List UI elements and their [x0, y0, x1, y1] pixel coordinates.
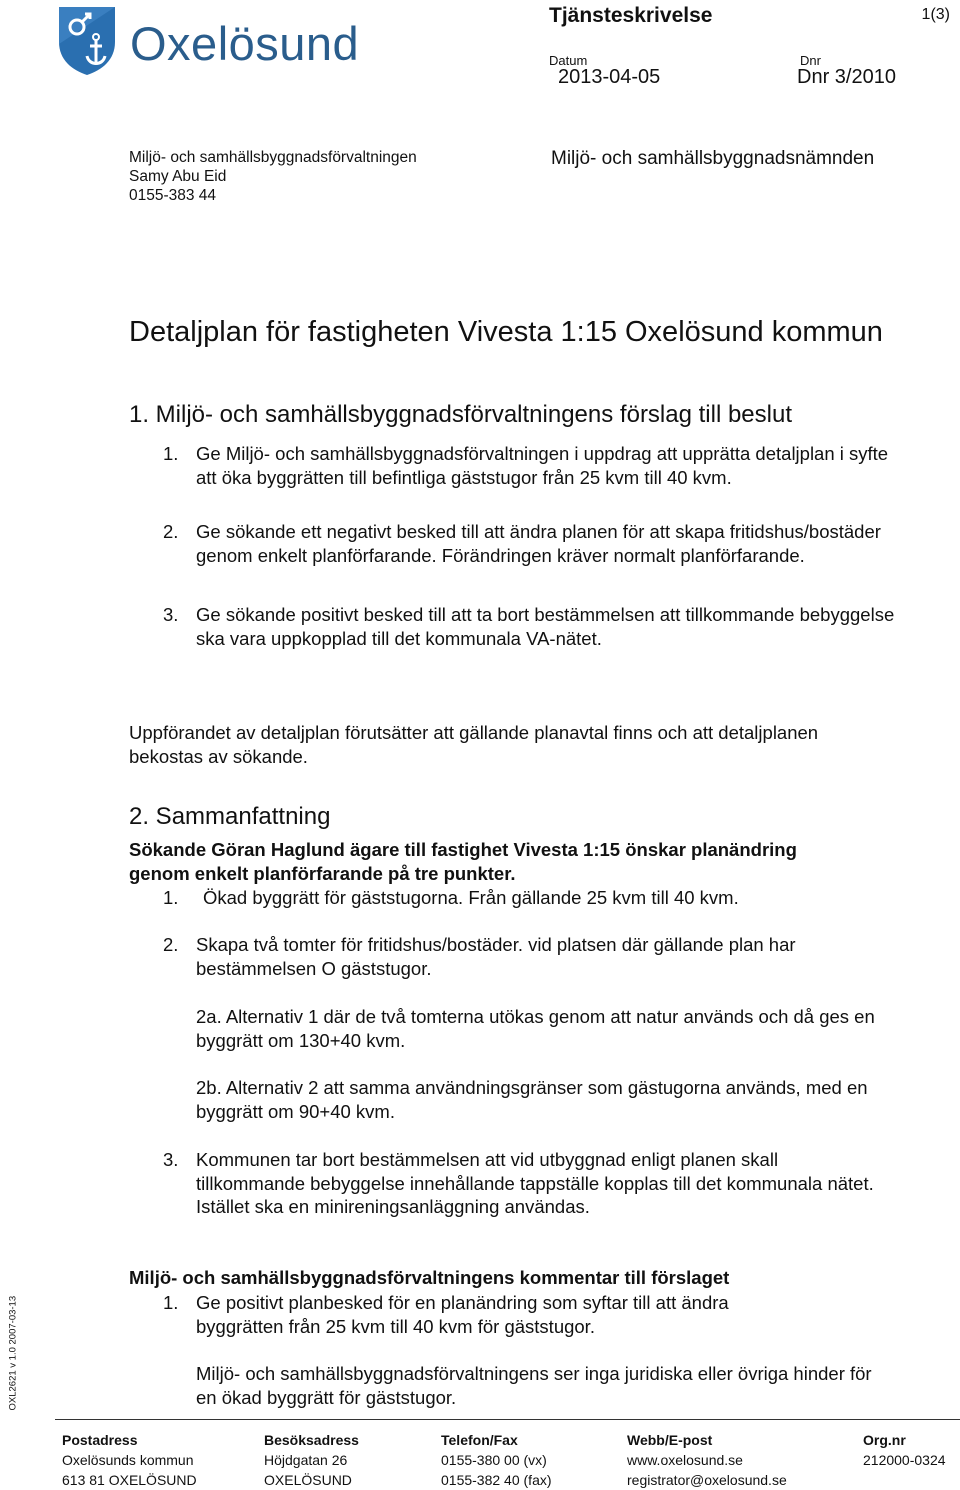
municipal-logo [56, 4, 386, 78]
document-date: 2013-04-05 [558, 66, 661, 88]
footer-postal-line2: 613 81 OXELÖSUND [62, 1472, 197, 1488]
recipient: Miljö- och samhällsbyggnadsnämnden [551, 148, 875, 169]
logo-wordmark: Oxelösund [130, 17, 360, 70]
summary-point-2-number: 2. [163, 934, 179, 955]
footer-visit-line1: Höjdgatan 26 [264, 1452, 348, 1468]
summary-intro: Sökande Göran Haglund ägare till fastighet Vivesta 1:15 önskar planändring genom enkelt planförfarande på tre punkter. [129, 839, 797, 884]
summary-point-3: Kommunen tar bort bestämmelsen att vid utbyggnad enligt planen skall tillkommande bebyggelse innehållande tappställe kopplas till det kommunala nätet. Istället ska en minireningsanläggning användas. [196, 1149, 874, 1217]
footer-postal-label: Postadress [62, 1432, 138, 1448]
date-label: Datum [549, 53, 588, 68]
summary-point-2a: 2a. Alternativ 1 där de två tomterna utökas genom att natur används och då ges en byggrätt om 130+40 kvm. [196, 1006, 875, 1051]
footer-email-link[interactable]: registrator@oxelosund.se [627, 1472, 787, 1488]
form-code: OXL2621 v 1.0 2007-03-13 [7, 1295, 19, 1411]
footer-orgnr-value: 212000-0324 [863, 1452, 946, 1468]
footer-phone-label: Telefon/Fax [441, 1432, 518, 1448]
sender-phone: 0155-383 44 [129, 187, 217, 204]
sender-department: Miljö- och samhällsbyggnadsförvaltningen [129, 149, 417, 166]
document-type: Tjänsteskrivelse [549, 4, 713, 27]
section-1-heading: 1. Miljö- och samhällsbyggnadsförvaltningens förslag till beslut [129, 401, 792, 428]
dnr-label: Dnr [800, 53, 821, 68]
footer-phone [441, 1430, 552, 1490]
section-1-note: Uppförandet av detaljplan förutsätter att gällande planavtal finns och att detaljplanen bekostas av sökande. [129, 722, 819, 767]
footer-visit-label: Besöksadress [264, 1432, 359, 1448]
proposal-item-2-number: 2. [163, 521, 179, 542]
comment-heading: Miljö- och samhällsbyggnadsförvaltningens kommentar till förslaget [129, 1267, 730, 1288]
footer-web-label: Webb/E-post [627, 1432, 713, 1448]
footer-postal-address [62, 1430, 197, 1490]
proposal-item-3: Ge sökande positivt besked till att ta bort bestämmelsen att tillkommande bebyggelse ska vara uppkopplad till det kommunala VA-nätet. [196, 604, 895, 649]
municipal-shield-icon [56, 4, 118, 76]
comment-point-1-note: Miljö- och samhällsbyggnadsförvaltningens ser inga juridiska eller övriga hinder för en ökad byggrätt för gäststugor. [196, 1363, 872, 1408]
proposal-item-1-number: 1. [163, 443, 179, 464]
proposal-item-1: Ge Miljö- och samhällsbyggnadsförvaltningen i uppdrag att upprätta detaljplan i syfte att öka byggrätten till befintliga gäststugor från 25 kvm till 40 kvm. [196, 443, 889, 488]
footer-web [627, 1430, 787, 1490]
footer-visit-line2: OXELÖSUND [264, 1472, 352, 1488]
footer-postal-line1: Oxelösunds kommun [62, 1452, 194, 1468]
proposal-item-2: Ge sökande ett negativt besked till att ändra planen för att skapa fritidshus/bostäder genom enkelt planförfarande. Förändringen kräver normalt planförfarande. [196, 521, 881, 566]
sender-name: Samy Abu Eid [129, 168, 227, 185]
section-2-heading: 2. Sammanfattning [129, 803, 331, 830]
summary-point-2b: 2b. Alternativ 2 att samma användningsgränser som gästugorna används, med en byggrätt om 90+40 kvm. [196, 1077, 868, 1122]
footer-orgnr [863, 1430, 946, 1470]
footer-visit-address [264, 1430, 359, 1490]
summary-point-3-number: 3. [163, 1149, 179, 1170]
footer-divider [55, 1419, 960, 1420]
summary-point-1-number: 1. [163, 887, 179, 908]
footer-web-link[interactable]: www.oxelosund.se [627, 1452, 743, 1468]
proposal-item-3-number: 3. [163, 604, 179, 625]
page-title: Detaljplan för fastigheten Vivesta 1:15 Oxelösund kommun [129, 316, 883, 348]
summary-point-1: Ökad byggrätt för gäststugorna. Från gällande 25 kvm till 40 kvm. [203, 887, 739, 908]
summary-point-2: Skapa två tomter för fritidshus/bostäder. vid platsen där gällande plan har bestämmelsen O gäststugor. [196, 934, 796, 979]
page-number: 1(3) [921, 6, 950, 23]
comment-point-1-number: 1. [163, 1292, 179, 1313]
dnr-number: Dnr 3/2010 [797, 66, 896, 88]
comment-point-1: Ge positivt planbesked för en planändring som syftar till att ändra byggrätten från 25 kvm till 40 kvm för gäststugor. [196, 1292, 729, 1337]
footer-phone-line2: 0155-382 40 (fax) [441, 1472, 552, 1488]
sender-block [129, 148, 417, 205]
footer-phone-line1: 0155-380 00 (vx) [441, 1452, 547, 1468]
footer-orgnr-label: Org.nr [863, 1432, 906, 1448]
